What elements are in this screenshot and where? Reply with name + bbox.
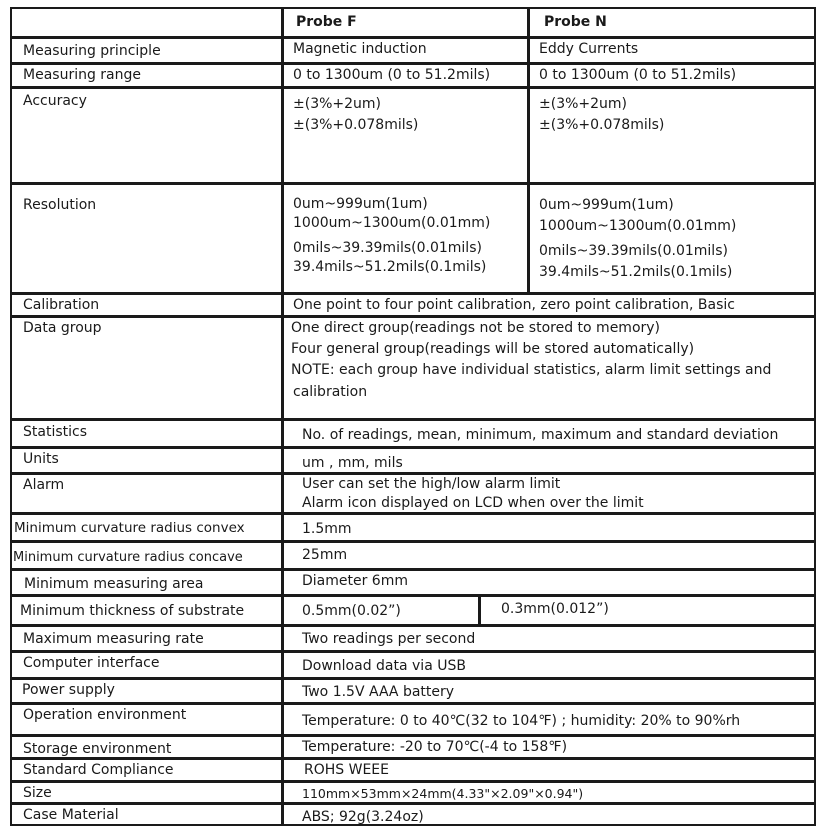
probe-n-value: 0.3mm(0.012”) bbox=[478, 597, 814, 624]
data-group-line: One direct group(readings not be stored to memory) bbox=[291, 320, 661, 336]
shared-value: Two 1.5V AAA battery bbox=[281, 680, 814, 702]
resolution-line: 39.4mils~51.2mils(0.1mils) bbox=[539, 264, 733, 280]
row-label: Minimum thickness of substrate bbox=[20, 603, 245, 619]
row-label: Accuracy bbox=[23, 93, 87, 109]
table-row-alarm bbox=[12, 472, 814, 512]
table-row-substrate bbox=[12, 594, 814, 624]
probe-f-value: 0.5mm(0.02”) bbox=[281, 597, 478, 624]
resolution-line: 1000um~1300um(0.01mm) bbox=[539, 218, 737, 234]
shared-value bbox=[281, 318, 814, 418]
shared-value: 25mm bbox=[281, 543, 814, 568]
header-empty-cell bbox=[12, 9, 281, 36]
row-label: Measuring range bbox=[23, 67, 142, 83]
table-row-measuring-rate bbox=[12, 624, 814, 650]
spec-table bbox=[10, 7, 816, 826]
shared-value: Download data via USB bbox=[281, 653, 814, 677]
alarm-line: User can set the high/low alarm limit bbox=[302, 476, 561, 492]
table-row-storage-environment bbox=[12, 734, 814, 757]
shared-value bbox=[281, 475, 814, 512]
probe-f-value bbox=[281, 185, 527, 292]
table-row-measuring-area bbox=[12, 568, 814, 594]
header-probe-n: Probe N bbox=[527, 9, 814, 36]
row-label: Maximum measuring rate bbox=[23, 631, 204, 647]
row-label: Operation environment bbox=[23, 707, 187, 723]
shared-value: Two readings per second bbox=[281, 627, 814, 650]
accuracy-um: ±(3%+2um) bbox=[539, 96, 628, 112]
table-row-size bbox=[12, 780, 814, 802]
table-row-operation-environment bbox=[12, 702, 814, 734]
probe-f-value: Magnetic induction bbox=[281, 39, 527, 62]
probe-f-value: 0 to 1300um (0 to 51.2mils) bbox=[281, 65, 527, 86]
table-row-accuracy bbox=[12, 86, 814, 182]
probe-n-value bbox=[527, 89, 814, 182]
resolution-line: 0mils~39.39mils(0.01mils) bbox=[539, 243, 728, 259]
table-row-measuring-range bbox=[12, 62, 814, 86]
data-group-line: NOTE: each group have individual statistics, alarm limit settings and bbox=[291, 362, 772, 378]
shared-value: Diameter 6mm bbox=[281, 571, 814, 594]
table-row-measuring-principle bbox=[12, 36, 814, 62]
resolution-line: 0mils~39.39mils(0.01mils) bbox=[293, 240, 482, 256]
resolution-line: 0um~999um(1um) bbox=[539, 197, 674, 213]
row-label: Calibration bbox=[23, 297, 100, 313]
probe-f-value bbox=[281, 89, 527, 182]
row-label: Data group bbox=[23, 320, 102, 336]
header-probe-f: Probe F bbox=[281, 9, 527, 36]
shared-value: Temperature: 0 to 40℃(32 to 104℉) ; humidity: 20% to 90%rh bbox=[281, 705, 814, 734]
alarm-line: Alarm icon displayed on LCD when over the limit bbox=[302, 495, 644, 511]
row-label: Storage environment bbox=[23, 741, 172, 757]
row-label: Minimum curvature radius concave bbox=[13, 550, 243, 565]
table-row-curvature-concave bbox=[12, 540, 814, 568]
row-label: Size bbox=[23, 785, 52, 801]
row-label: Case Material bbox=[23, 807, 119, 823]
accuracy-um: ±(3%+2um) bbox=[293, 96, 382, 112]
table-row-data-group bbox=[12, 315, 814, 418]
row-label: Measuring principle bbox=[23, 43, 161, 59]
table-row-power-supply bbox=[12, 677, 814, 702]
row-label: Resolution bbox=[23, 197, 97, 213]
shared-value: 1.5mm bbox=[281, 515, 814, 540]
table-row-curvature-convex bbox=[12, 512, 814, 540]
shared-value: 110mm×53mm×24mm(4.33"×2.09"×0.94") bbox=[281, 783, 814, 802]
accuracy-mils: ±(3%+0.078mils) bbox=[539, 117, 665, 133]
row-label: Power supply bbox=[22, 682, 115, 698]
table-row-case-material bbox=[12, 802, 814, 826]
row-label: Computer interface bbox=[23, 655, 160, 671]
data-group-line: Four general group(readings will be stored automatically) bbox=[291, 341, 695, 357]
row-label: Units bbox=[23, 451, 59, 467]
shared-value: um , mm, mils bbox=[281, 449, 814, 472]
row-label: Minimum measuring area bbox=[24, 576, 204, 592]
shared-value: Temperature: -20 to 70℃(-4 to 158℉) bbox=[281, 737, 814, 757]
data-group-line: calibration bbox=[293, 384, 368, 400]
table-row-standard-compliance bbox=[12, 757, 814, 780]
resolution-line: 39.4mils~51.2mils(0.1mils) bbox=[293, 259, 487, 275]
shared-value: One point to four point calibration, zero point calibration, Basic bbox=[281, 295, 814, 315]
table-row-calibration bbox=[12, 292, 814, 315]
table-row-statistics bbox=[12, 418, 814, 446]
resolution-line: 1000um~1300um(0.01mm) bbox=[293, 215, 491, 231]
accuracy-mils: ±(3%+0.078mils) bbox=[293, 117, 419, 133]
shared-value: ROHS WEEE bbox=[281, 760, 814, 780]
table-row-computer-interface bbox=[12, 650, 814, 677]
table-header-row bbox=[12, 9, 814, 36]
probe-n-value: 0 to 1300um (0 to 51.2mils) bbox=[527, 65, 814, 86]
shared-value: ABS; 92g(3.24oz) bbox=[281, 805, 814, 826]
row-label: Alarm bbox=[23, 477, 65, 493]
row-label: Standard Compliance bbox=[23, 762, 174, 778]
table-row-resolution bbox=[12, 182, 814, 292]
table-row-units bbox=[12, 446, 814, 472]
shared-value: No. of readings, mean, minimum, maximum and standard deviation bbox=[281, 421, 814, 446]
probe-n-value: Eddy Currents bbox=[527, 39, 814, 62]
resolution-line: 0um~999um(1um) bbox=[293, 196, 428, 212]
row-label: Statistics bbox=[23, 424, 87, 440]
probe-n-value bbox=[527, 185, 814, 292]
row-label: Minimum curvature radius convex bbox=[14, 520, 245, 536]
